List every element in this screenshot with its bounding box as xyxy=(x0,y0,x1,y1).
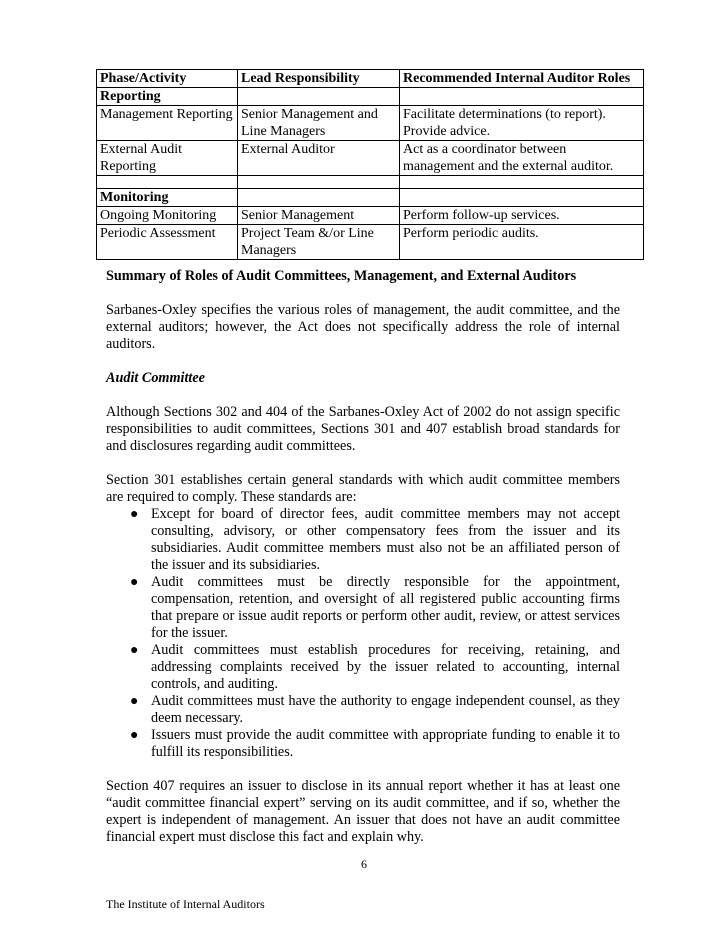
section-row-monitoring xyxy=(97,189,644,207)
empty-cell xyxy=(400,189,644,207)
lead-cell: Senior Management xyxy=(238,207,400,225)
list-item xyxy=(130,642,620,693)
list-item xyxy=(130,506,620,574)
summary-heading: Summary of Roles of Audit Committees, Management, and External Auditors xyxy=(106,268,577,284)
audit-committee-paragraph-1: Although Sections 302 and 404 of the Sarbanes-Oxley Act of 2002 do not assign specific responsibilities to audit committees, Sections 301 and 407 establish broad standards for and disclosures regarding audit committees. xyxy=(106,404,620,454)
role-cell: Facilitate determinations (to report). Provide advice. xyxy=(400,106,644,141)
list-item-text: Except for board of director fees, audit committee members may not accept consulting, advisory, or other compensatory fees from the issuer and its subsidiaries. Audit committee members must also not be an affiliated person of the issuer and its subsidiaries. xyxy=(151,506,620,573)
role-cell: Perform periodic audits. xyxy=(400,225,644,260)
table-row xyxy=(97,225,644,260)
role-cell: Act as a coordinator between management and the external auditor. xyxy=(400,141,644,176)
phase-cell: Ongoing Monitoring xyxy=(97,207,238,225)
table-row xyxy=(97,207,644,225)
section-label: Reporting xyxy=(97,88,238,106)
bullet-icon: ● xyxy=(130,643,139,658)
empty-cell xyxy=(400,88,644,106)
audit-committee-heading: Audit Committee xyxy=(106,370,205,386)
audit-committee-paragraph-2: Section 301 establishes certain general standards with which audit committee members are required to comply. These standards are: xyxy=(106,472,620,505)
list-item xyxy=(130,727,620,761)
bullet-icon: ● xyxy=(130,575,139,590)
empty-cell xyxy=(97,176,238,189)
roles-table xyxy=(96,69,644,260)
footer-organization: The Institute of Internal Auditors xyxy=(106,897,265,911)
audit-committee-paragraph-3: Section 407 requires an issuer to disclose in its annual report whether it has at least one “audit committee financial expert” serving on its audit committee, and if so, whether the expert is independent of management. An issuer that does not have an audit committee financial expert must disclose this fact and explain why. xyxy=(106,778,620,845)
spacer-row xyxy=(97,176,644,189)
list-item-text: Audit committees must be directly responsible for the appointment, compensation, retention, and oversight of all registered public accounting firms that prepare or issue audit reports or perform other audit, review, or attest services for the issuer. xyxy=(151,574,620,641)
bullet-icon: ● xyxy=(130,694,139,709)
header-role: Recommended Internal Auditor Roles xyxy=(400,70,644,88)
body-content xyxy=(106,268,620,846)
list-item xyxy=(130,574,620,642)
empty-cell xyxy=(238,176,400,189)
empty-cell xyxy=(238,189,400,207)
section-row-reporting xyxy=(97,88,644,106)
header-phase: Phase/Activity xyxy=(97,70,238,88)
header-lead: Lead Responsibility xyxy=(238,70,400,88)
phase-cell: Management Reporting xyxy=(97,106,238,141)
table-row xyxy=(97,106,644,141)
empty-cell xyxy=(238,88,400,106)
list-item-text: Audit committees must establish procedures for receiving, retaining, and addressing complaints received by the issuer related to accounting, internal controls, and auditing. xyxy=(151,642,620,692)
list-item-text: Audit committees must have the authority to engage independent counsel, as they deem necessary. xyxy=(151,693,620,726)
role-cell: Perform follow-up services. xyxy=(400,207,644,225)
phase-cell: Periodic Assessment xyxy=(97,225,238,260)
table-header-row xyxy=(97,70,644,88)
bullet-icon: ● xyxy=(130,507,139,522)
table-row xyxy=(97,141,644,176)
list-item xyxy=(130,693,620,727)
standards-list xyxy=(106,506,620,761)
phase-cell: External Audit Reporting xyxy=(97,141,238,176)
section-label: Monitoring xyxy=(97,189,238,207)
empty-cell xyxy=(400,176,644,189)
lead-cell: Senior Management and Line Managers xyxy=(238,106,400,141)
summary-intro: Sarbanes-Oxley specifies the various roles of management, the audit committee, and the external auditors; however, the Act does not specifically address the role of internal auditors. xyxy=(106,302,620,352)
lead-cell: External Auditor xyxy=(238,141,400,176)
bullet-icon: ● xyxy=(130,728,139,743)
list-item-text: Issuers must provide the audit committee with appropriate funding to enable it to fulfill its responsibilities. xyxy=(151,727,620,760)
lead-cell: Project Team &/or Line Managers xyxy=(238,225,400,260)
page-number: 6 xyxy=(361,857,367,871)
